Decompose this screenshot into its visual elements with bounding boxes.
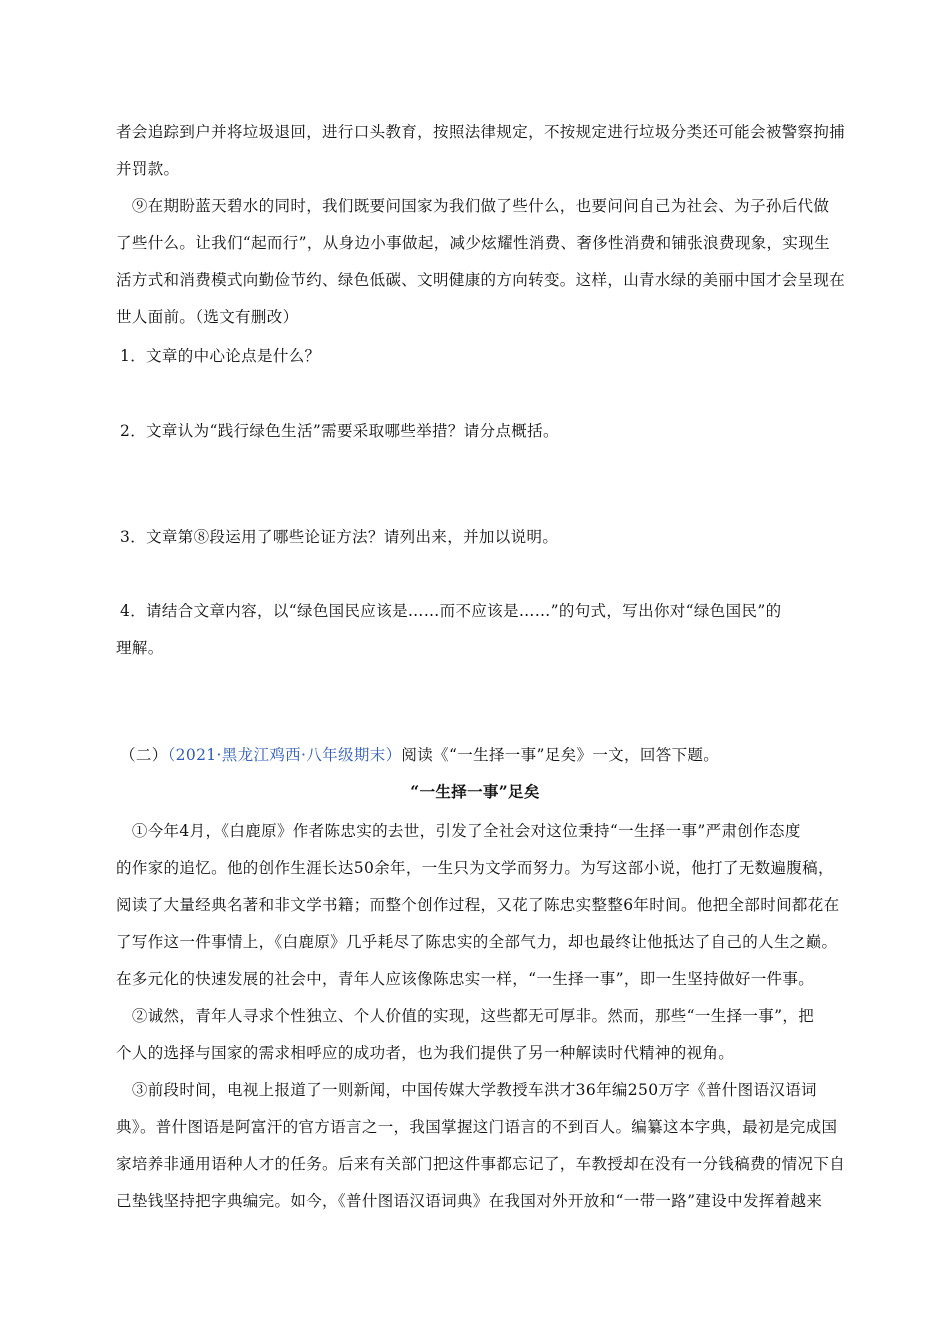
question-4-line-2: 理解。 [116, 639, 164, 657]
article-title: “一生择一事”足矣 [410, 782, 540, 801]
question-2: 2．文章认为“践行绿色生活”需要采取哪些举措？请分点概括。 [120, 422, 559, 440]
question-3: 3．文章第⑧段运用了哪些论证方法？请列出来，并加以说明。 [120, 528, 559, 546]
article-line-9: 典》。普什图语是阿富汗的官方语言之一，我国掌握这门语言的不到百人。编纂这本字典，最初是完成国 [116, 1118, 838, 1136]
section2-instruction: 阅读《“一生择一事”足矣》一文，回答下题。 [401, 746, 720, 764]
article-line-2: 的作家的追忆。他的创作生涯长达50余年，一生只为文学而努力。为写这部小说，他打了无数遍腹稿， [116, 859, 834, 877]
passage1-line-3: ⑨在期盼蓝天碧水的同时，我们既要问国家为我们做了些什么，也要问问自己为社会、为子孙后代做 [116, 197, 830, 215]
article-line-11: 己垫钱坚持把字典编完。如今，《普什图语汉语词典》在我国对外开放和“一带一路”建设中发挥着越来 [116, 1192, 823, 1210]
passage1-line-5: 活方式和消费模式向勤俭节约、绿色低碳、文明健康的方向转变。这样，山青水绿的美丽中国才会呈现在 [116, 271, 846, 289]
section2-heading [120, 745, 864, 765]
section2-prefix: （二） [120, 746, 168, 764]
passage1-line-1: 者会追踪到户并将垃圾退回，进行口头教育，按照法律规定，不按规定进行垃圾分类还可能会被警察拘捕 [116, 123, 846, 141]
passage1-line-2: 并罚款。 [116, 160, 180, 178]
article-line-10: 家培养非通用语种人才的任务。后来有关部门把这件事都忘记了，车教授却在没有一分钱稿费的情况下自 [116, 1155, 846, 1173]
passage1-line-4: 了些什么。让我们“起而行”，从身边小事做起，减少炫耀性消费、奢侈性消费和铺张浪费现象，实现生 [116, 234, 830, 252]
article-line-6: ②诚然，青年人寻求个性独立、个人价值的实现，这些都无可厚非。然而，那些“一生择一事”，把 [116, 1007, 815, 1025]
article-line-8: ③前段时间，电视上报道了一则新闻，中国传媒大学教授车洪才36年编250万字《普什图语汉语词 [116, 1081, 817, 1099]
article-line-5: 在多元化的快速发展的社会中，青年人应该像陈忠实一样，“一生择一事”，即一生坚持做好一件事。 [116, 970, 815, 988]
article-line-4: 了写作这一件事情上，《白鹿原》几乎耗尽了陈忠实的全部气力，却也最终让他抵达了自己的人生之巅。 [116, 933, 838, 951]
section2-source: （2021·黑龙江鸡西·八年级期末） [167, 746, 402, 764]
article-line-1: ①今年4月，《白鹿原》作者陈忠实的去世，引发了全社会对这位秉持“一生择一事”严肃创作态度 [116, 822, 801, 840]
passage1-line-6: 世人面前。（选文有删改） [116, 308, 299, 326]
question-4-line-1: 4．请结合文章内容，以“绿色国民应该是……而不应该是……”的句式，写出你对“绿色国民”的 [120, 602, 782, 620]
article-line-7: 个人的选择与国家的需求相呼应的成功者，也为我们提供了另一种解读时代精神的视角。 [116, 1044, 735, 1062]
question-1: 1．文章的中心论点是什么？ [120, 347, 321, 365]
article-line-3: 阅读了大量经典名著和非文学书籍；而整个创作过程，又花了陈忠实整整6年时间。他把全部时间都花在 [116, 896, 840, 914]
